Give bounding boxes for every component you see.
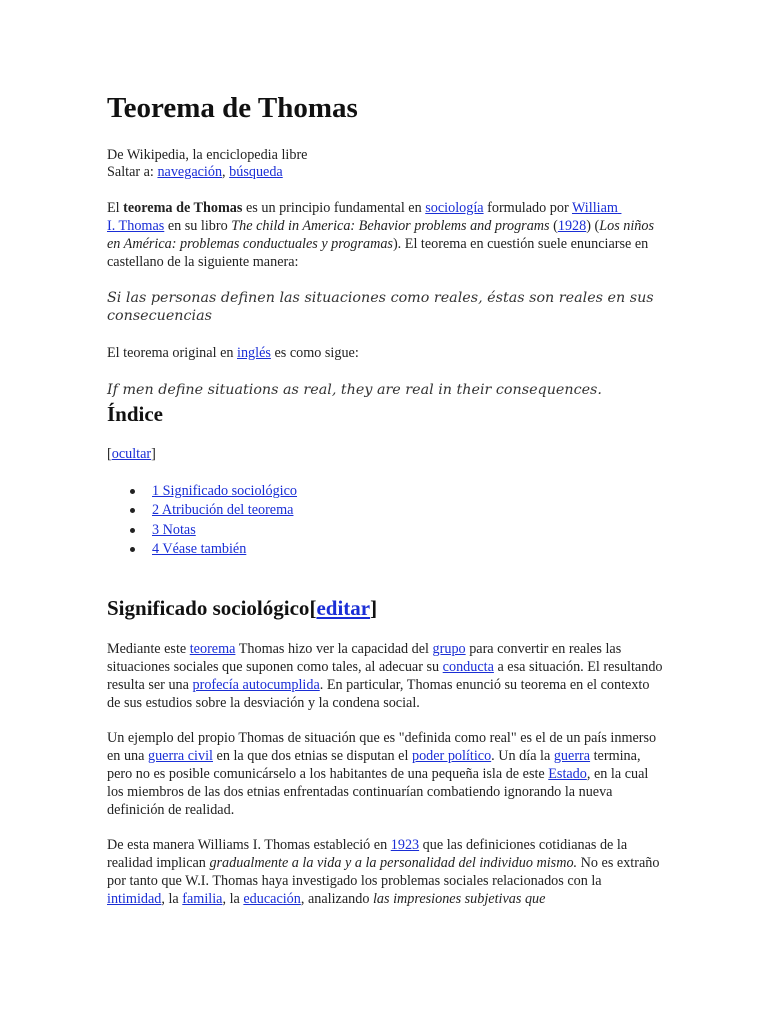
paragraph-2 — [107, 729, 663, 819]
paragraph-3 — [107, 836, 663, 908]
link-estado[interactable]: Estado — [548, 766, 587, 782]
toc-item — [130, 501, 297, 520]
original-paragraph — [107, 344, 663, 362]
bracket: [ — [309, 596, 317, 620]
text: . En particular, Thomas enunció su teorema en el contexto de sus estudios sobre la desviación y la condena social. — [107, 677, 650, 711]
toc-link-notas[interactable]: 3 Notas — [152, 521, 196, 538]
bracket: ] — [151, 446, 156, 462]
toc-toggle-wrapper — [107, 446, 156, 463]
page-title: Teorema de Thomas — [107, 92, 358, 124]
toc-item — [130, 540, 297, 559]
text: en la que dos etnias se disputan el — [212, 748, 412, 764]
link-conducta[interactable]: conducta — [442, 659, 494, 675]
text: Un ejemplo del propio Thomas de situación que es "definida como real" es el de un país inmerso en una — [107, 730, 657, 764]
skip-separator: , — [222, 164, 230, 180]
text: para convertir en reales las situaciones sociales que suponen como tales, al adecuar su — [107, 641, 622, 675]
text: . Un día la — [491, 748, 554, 764]
search-link[interactable]: búsqueda — [229, 164, 283, 180]
link-author-part2: I. Thomas — [107, 218, 165, 234]
skip-prefix: Saltar a: — [107, 164, 158, 180]
link-grupo[interactable]: grupo — [432, 641, 466, 657]
text: ( — [549, 218, 558, 234]
italic-phrase: gradualmente a la vida y a la personalidad del individuo mismo. — [209, 855, 578, 871]
bold-term: teorema de Thomas — [123, 200, 243, 216]
text: , la — [222, 891, 244, 907]
text: , en la cual los miembros de las dos etnias enfrentadas continuarían combatiendo ignorando la nueva definición de realidad. — [107, 766, 649, 818]
text: es un principio fundamental en — [242, 200, 426, 216]
intro-paragraph — [107, 199, 663, 271]
toc-toggle-link[interactable]: ocultar — [111, 446, 152, 462]
toc-link-vease[interactable]: 4 Véase también — [152, 540, 247, 557]
link-sociologia[interactable]: sociología — [425, 200, 484, 216]
link-guerra-civil[interactable]: guerra civil — [147, 748, 213, 764]
link-educacion[interactable]: educación — [243, 891, 301, 907]
link-author-part1: William — [571, 200, 618, 216]
nav-link[interactable]: navegación — [157, 164, 223, 180]
text: No es extraño por tanto que W.I. Thomas haya investigado los problemas sociales relacionados con la — [107, 855, 660, 889]
text: termina, pero no es posible comunicárselo a los habitantes de una pequeña isla de este — [107, 748, 641, 782]
toc-item — [130, 482, 297, 501]
page-meta — [107, 147, 307, 181]
skip-links — [107, 164, 307, 181]
link-familia[interactable]: familia — [182, 891, 223, 907]
text: ). El teorema en cuestión suele enunciarse en castellano de la siguiente manera: — [107, 236, 649, 270]
link-guerra[interactable]: guerra — [553, 748, 591, 764]
book-title: The child in America: Behavior problems and programs — [231, 218, 550, 234]
text: El teorema original en — [107, 345, 238, 361]
toc-link-significado[interactable]: 1 Significado sociológico — [152, 483, 298, 499]
link-poder-politico[interactable]: poder político — [411, 748, 492, 764]
italic-phrase: las impresiones subjetivas que — [372, 891, 546, 907]
text: en su libro — [164, 218, 232, 234]
text: que las definiciones cotidianas de la realidad implican — [107, 837, 628, 871]
toc-link-atribucion[interactable]: 2 Atribución del teorema — [152, 502, 294, 519]
text: a esa situación. El resultando resulta ser una — [107, 659, 663, 693]
toc-heading: Índice — [107, 402, 164, 426]
link-profecia[interactable]: profecía autocumplida — [192, 677, 320, 693]
tagline: De Wikipedia, la enciclopedia libre — [107, 147, 308, 163]
toc-list — [130, 482, 297, 559]
book-title-es: Los niños en América: problemas conductuales y programas — [107, 218, 655, 252]
section-title: Significado sociológico — [107, 596, 310, 620]
edit-link[interactable]: editar — [316, 596, 371, 620]
bracket: [ — [107, 446, 112, 462]
text: ) ( — [586, 218, 600, 234]
text: El — [107, 200, 124, 216]
section-heading — [107, 596, 377, 621]
text: formulado por — [483, 200, 572, 216]
quote-english: If men define situations as real, they are real in their consequences. — [107, 382, 602, 398]
toc-item — [130, 521, 297, 540]
bracket: ] — [370, 596, 378, 620]
text: Thomas hizo ver la capacidad del — [235, 641, 433, 657]
link-1923[interactable]: 1923 — [390, 837, 420, 853]
text: De esta manera Williams I. Thomas estableció en — [107, 837, 391, 853]
link-ingles[interactable]: inglés — [237, 345, 271, 361]
quote-spanish: Si las personas definen las situaciones como reales, éstas son reales en sus consecuencias — [107, 290, 654, 324]
link-year[interactable]: 1928 — [557, 218, 587, 234]
text: , la — [161, 891, 183, 907]
text: , analizando — [300, 891, 373, 907]
text: es como sigue: — [270, 345, 359, 361]
link-teorema[interactable]: teorema — [189, 641, 236, 657]
link-intimidad[interactable]: intimidad — [107, 891, 162, 907]
text: Mediante este — [107, 641, 190, 657]
paragraph-1 — [107, 640, 663, 712]
